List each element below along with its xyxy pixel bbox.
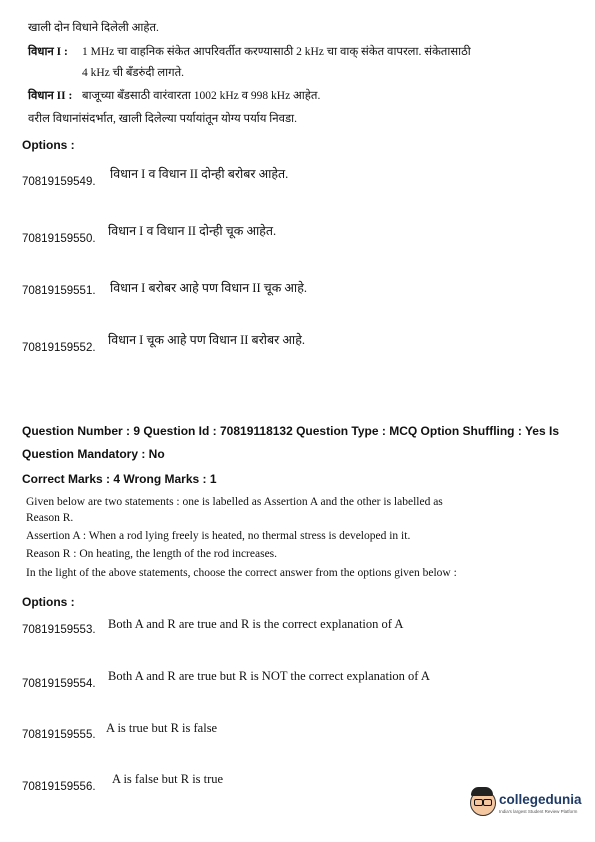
- options-label: Options :: [22, 595, 75, 609]
- logo-name: collegedunia: [499, 792, 582, 807]
- option-id: 70819159555.: [22, 729, 96, 741]
- option-text: Both A and R are true but R is NOT the correct explanation of A: [108, 669, 430, 683]
- logo-tagline: India's largest Student Review Platform: [499, 809, 578, 814]
- statement-1-label: विधान I :: [28, 46, 68, 58]
- question-body-line: Reason R.: [26, 512, 74, 524]
- statement-1-text: 1 MHz चा वाहनिक संकेत आपरिवर्तीत करण्यासाठी 2 kHz चा वाक् संकेत वापरला. संकेतासाठी: [82, 46, 471, 58]
- options-label: Options :: [22, 138, 75, 152]
- option-id: 70819159552.: [22, 342, 96, 354]
- mascot-hair-icon: [471, 787, 493, 796]
- option-text: विधान I चूक आहे पण विधान II बरोबर आहे.: [108, 333, 305, 347]
- question-marks: Correct Marks : 4 Wrong Marks : 1: [22, 472, 217, 486]
- instruction-line: वरील विधानांसंदर्भात, खाली दिलेल्या पर्यायांतून योग्य पर्याय निवडा.: [28, 113, 298, 125]
- option-id: 70819159549.: [22, 176, 96, 188]
- question-header: Question Number : 9 Question Id : 70819118132 Question Type : MCQ Option Shuffling : Yes Is: [22, 424, 559, 438]
- question-body-line: In the light of the above statements, choose the correct answer from the options given below :: [26, 567, 457, 579]
- reason-line: Reason R : On heating, the length of the rod increases.: [26, 548, 278, 560]
- option-text: विधान I व विधान II दोन्ही चूक आहेत.: [108, 224, 277, 238]
- option-text: Both A and R are true and R is the correct explanation of A: [108, 617, 404, 631]
- option-text: A is true but R is false: [106, 721, 218, 735]
- statement-2-label: विधान II :: [28, 90, 73, 102]
- option-text: A is false but R is true: [112, 772, 224, 786]
- intro-line: खाली दोन विधाने दिलेली आहेत.: [28, 22, 159, 34]
- option-id: 70819159550.: [22, 233, 96, 245]
- option-id: 70819159553.: [22, 624, 96, 636]
- question-body-line: Given below are two statements : one is labelled as Assertion A and the other is labelled as: [26, 496, 443, 508]
- option-id: 70819159556.: [22, 781, 96, 793]
- option-id: 70819159554.: [22, 678, 96, 690]
- option-text: विधान I व विधान II दोन्ही बरोबर आहेत.: [110, 167, 289, 181]
- collegedunia-logo: [470, 787, 585, 827]
- option-text: विधान I बरोबर आहे पण विधान II चूक आहे.: [110, 281, 307, 295]
- statement-1-text-cont: 4 kHz ची बँडरुंदी लागते.: [82, 67, 185, 79]
- question-mandatory: Question Mandatory : No: [22, 447, 165, 461]
- statement-2-text: बाजूच्या बँडसाठी वारंवारता 1002 kHz व 998 kHz आहेत.: [82, 90, 321, 102]
- assertion-line: Assertion A : When a rod lying freely is heated, no thermal stress is developed in it.: [26, 530, 411, 542]
- option-id: 70819159551.: [22, 285, 96, 297]
